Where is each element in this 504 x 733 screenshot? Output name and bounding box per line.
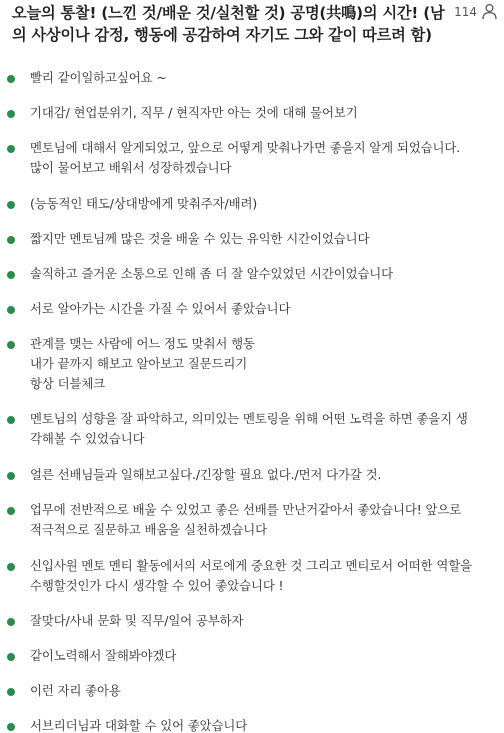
response-text: 잘맞다/사내 문화 및 직무/일어 공부하자 — [30, 613, 244, 628]
participant-count: 114 — [454, 4, 477, 19]
response-text: 업무에 전반적으로 배울 수 있었고 좋은 선배를 만난거같아서 좋았습니다! 앞으로 적극적으로 질문하고 배움을 실천하겠습니다 — [30, 502, 462, 537]
bullet-dot-icon — [7, 472, 15, 480]
response-text: 짧지만 멘토님께 많은 것을 배울 수 있는 유익한 시간이었습니다 — [30, 231, 370, 246]
bullet-dot-icon — [7, 236, 15, 244]
bullet-dot-icon — [7, 563, 15, 571]
response-text: 기대감/ 현업분위기, 직무 / 현직자만 아는 것에 대해 물어보기 — [30, 105, 358, 120]
participant-counter — [454, 3, 498, 20]
response-text: 이런 자리 좋아용 — [30, 683, 121, 698]
response-text: 신입사원 멘토 멘티 활동에서의 서로에게 중요한 것 그리고 멘티로서 어떠한 역할을 수행할것인가 다시 생각할 수 있어 좋았습니다 ! — [30, 558, 472, 593]
response-text: 멘토님의 성향을 잘 파악하고, 의미있는 멘토링을 위해 어떤 노력을 하면 좋을지 생각해볼 수 있었습니다 — [30, 411, 468, 446]
response-text: 관계를 맺는 사람에 어느 정도 맞춰서 행동 내가 끝까지 해보고 알아보고 질문드리기 항상 더블체크 — [30, 336, 255, 391]
bullet-dot-icon — [7, 723, 15, 731]
bullet-dot-icon — [7, 145, 15, 153]
response-text: 솔직하고 즐거운 소통으로 인해 좀 더 잘 알수있었던 시간이었습니다 — [30, 266, 394, 281]
bullet-dot-icon — [7, 688, 15, 696]
response-text: 서브리더님과 대화할 수 있어 좋았습니다 — [30, 718, 248, 733]
response-text: (능동적인 태도/상대방에게 맞춰주자/배려) — [30, 196, 258, 211]
bullet-dot-icon — [7, 110, 15, 118]
question-title: 오늘의 통찰! (느낀 것/배운 것/실천할 것) 공명(共鳴)의 시간! (남의 사상이나 감정, 행동에 공감하여 자기도 그와 같이 따르려 함) — [12, 4, 445, 44]
person-icon — [481, 3, 498, 20]
bullet-dot-icon — [7, 271, 15, 279]
bullet-dot-icon — [7, 75, 15, 83]
response-text: 얼른 선배님들과 일해보고싶다./긴장할 필요 없다./먼저 다가갈 것. — [30, 467, 382, 482]
response-text: 멘토님에 대해서 알게되었고, 앞으로 어떻게 맞춰나가면 좋을지 알게 되었습니다. 많이 물어보고 배워서 성장하겠습니다 — [30, 140, 461, 175]
bullet-dot-icon — [7, 201, 15, 209]
response-text: 빨리 같이일하고싶어요 ~ — [30, 70, 167, 85]
bullet-dot-icon — [7, 618, 15, 626]
bullet-dot-icon — [7, 306, 15, 314]
response-text: 서로 알아가는 시간을 가질 수 있어서 좋았습니다 — [30, 301, 291, 316]
question-header — [12, 2, 452, 46]
bullet-dot-icon — [7, 507, 15, 515]
bullet-dot-icon — [7, 341, 15, 349]
bullet-dot-icon — [7, 653, 15, 661]
bullet-dot-icon — [7, 416, 15, 424]
response-text: 같이노력해서 잘해봐야겠다 — [30, 648, 177, 663]
